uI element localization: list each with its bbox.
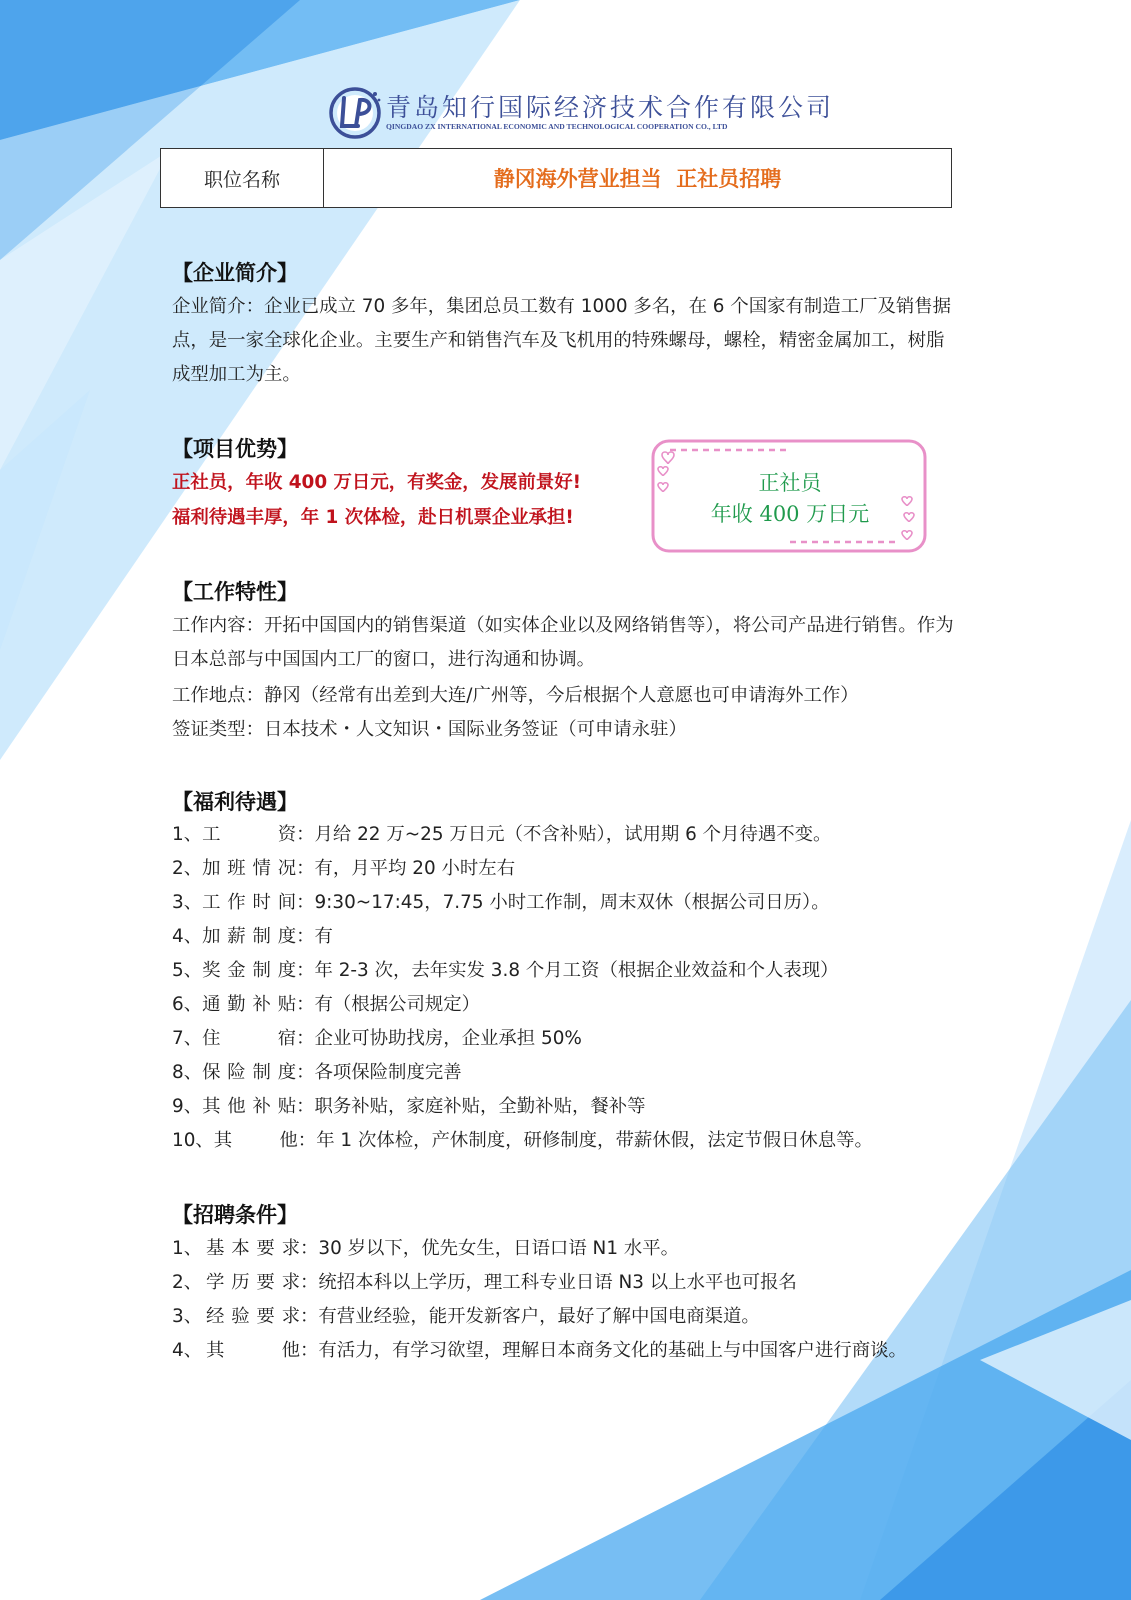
benefit-item <box>172 992 480 1018</box>
item-number: 2、 <box>172 1272 203 1293</box>
item-number: 5、 <box>172 960 203 981</box>
requirement-item <box>172 1236 679 1262</box>
item-value: ：各项保险制度完善 <box>296 1062 462 1083</box>
position-table <box>160 148 952 208</box>
benefit-item <box>172 958 839 984</box>
item-number: 3、 <box>172 892 203 913</box>
item-label: 其他补贴 <box>202 1096 297 1117</box>
requirement-item <box>172 1304 760 1330</box>
item-number: 3、 <box>172 1306 203 1327</box>
item-value: ：企业可协助找房，企业承担 50% <box>296 1028 582 1049</box>
item-label: 通勤补贴 <box>202 994 297 1015</box>
item-label: 基本要求 <box>206 1238 300 1259</box>
salary-stamp <box>650 437 930 555</box>
job-content-text: 工作内容：开拓中国国内的销售渠道（如实体企业以及网络销售等），将公司产品进行销售。作为日本总部与中国国内工厂的窗口，进行沟通和协调。 <box>172 615 954 670</box>
item-number: 4、 <box>172 1340 203 1361</box>
section-heading-advantages: 【项目优势】 <box>172 437 298 461</box>
item-value: ：有，月平均 20 小时左右 <box>296 858 516 879</box>
item-value: ：年 1 次体检，产休制度，研修制度，带薪休假，法定节假日休息等。 <box>297 1130 873 1151</box>
item-value: ：有 <box>296 926 333 947</box>
item-label: 经验要求 <box>206 1306 300 1327</box>
item-number: 7、 <box>172 1028 203 1049</box>
section-heading-benefits: 【福利待遇】 <box>172 790 298 814</box>
benefit-item <box>172 856 515 882</box>
job-location-text: 工作地点：静冈（经常有出差到大连/广州等，今后根据个人意愿也可申请海外工作） <box>172 685 859 706</box>
benefit-item <box>172 822 831 848</box>
section-heading-company-intro: 【企业简介】 <box>172 261 298 285</box>
benefit-item <box>172 1128 873 1154</box>
item-label: 奖金制度 <box>202 960 297 981</box>
benefit-item <box>172 1060 462 1086</box>
item-number: 10、 <box>172 1130 214 1151</box>
position-title: 静冈海外营业担当 正社员招聘 <box>493 167 782 191</box>
requirement-item <box>172 1338 907 1364</box>
company-intro-text: 企业简介：企业已成立 70 多年，集团总员工数有 1000 多名，在 6 个国家有制造工厂及销售据点，是一家全球化企业。主要生产和销售汽车及飞机用的特殊螺母，螺栓，精密金属加工，树脂成型加工为主。 <box>172 296 952 385</box>
item-label: 其他 <box>213 1130 298 1151</box>
item-label: 住宿 <box>202 1028 297 1049</box>
item-number: 4、 <box>172 926 203 947</box>
item-label: 加班情况 <box>202 858 297 879</box>
item-value: ：年 2-3 次，去年实发 3.8 个月工资（根据企业效益和个人表现） <box>296 960 839 981</box>
item-number: 9、 <box>172 1096 203 1117</box>
item-value: ：有活力，有学习欲望，理解日本商务文化的基础上与中国客户进行商谈。 <box>300 1340 907 1361</box>
section-heading-requirements: 【招聘条件】 <box>172 1203 298 1227</box>
item-number: 8、 <box>172 1062 203 1083</box>
logo-mark-icon <box>328 86 382 140</box>
company-name-cn: 青岛知行国际经济技术合作有限公司 <box>386 93 835 122</box>
item-value: ：9:30~17:45，7.75 小时工作制，周末双休（根据公司日历）。 <box>296 892 830 913</box>
position-label: 职位名称 <box>161 149 324 207</box>
advantage-line-2: 福利待遇丰厚，年 1 次体检，赴日机票企业承担! <box>172 507 574 528</box>
item-value: ：统招本科以上学历，理工科专业日语 N3 以上水平也可报名 <box>300 1272 797 1293</box>
stamp-line-2: 年收 400 万日元 <box>710 502 870 526</box>
benefit-item <box>172 1026 582 1052</box>
section-heading-job: 【工作特性】 <box>172 580 298 604</box>
item-label: 学历要求 <box>206 1272 300 1293</box>
item-number: 1、 <box>172 824 203 845</box>
item-value: ：月给 22 万~25 万日元（不含补贴），试用期 6 个月待遇不变。 <box>296 824 832 845</box>
advantage-line-1: 正社员，年收 400 万日元，有奖金，发展前景好! <box>172 472 582 493</box>
item-value: ：30 岁以下，优先女生，日语口语 N1 水平。 <box>300 1238 680 1259</box>
item-number: 2、 <box>172 858 203 879</box>
company-name-en: QINGDAO ZX INTERNATIONAL ECONOMIC AND TECHNOLOGICAL COOPERATION CO., LTD <box>386 122 728 131</box>
benefit-item <box>172 924 333 950</box>
item-label: 工作时间 <box>202 892 297 913</box>
stamp-line-1: 正社员 <box>758 471 822 495</box>
benefit-item <box>172 890 830 916</box>
item-label: 保险制度 <box>202 1062 297 1083</box>
benefit-item <box>172 1094 646 1120</box>
item-number: 1、 <box>172 1238 203 1259</box>
item-value: ：有（根据公司规定） <box>296 994 481 1015</box>
item-value: ：职务补贴，家庭补贴，全勤补贴，餐补等 <box>296 1096 646 1117</box>
item-number: 6、 <box>172 994 203 1015</box>
item-label: 加薪制度 <box>202 926 297 947</box>
item-label: 工资 <box>202 824 297 845</box>
item-value: ：有营业经验，能开发新客户，最好了解中国电商渠道。 <box>300 1306 760 1327</box>
company-logo <box>328 84 835 140</box>
item-label: 其他 <box>206 1340 300 1361</box>
requirement-item <box>172 1270 797 1296</box>
job-visa-text: 签证类型：日本技术・人文知识・国际业务签证（可申请永驻） <box>172 719 687 740</box>
